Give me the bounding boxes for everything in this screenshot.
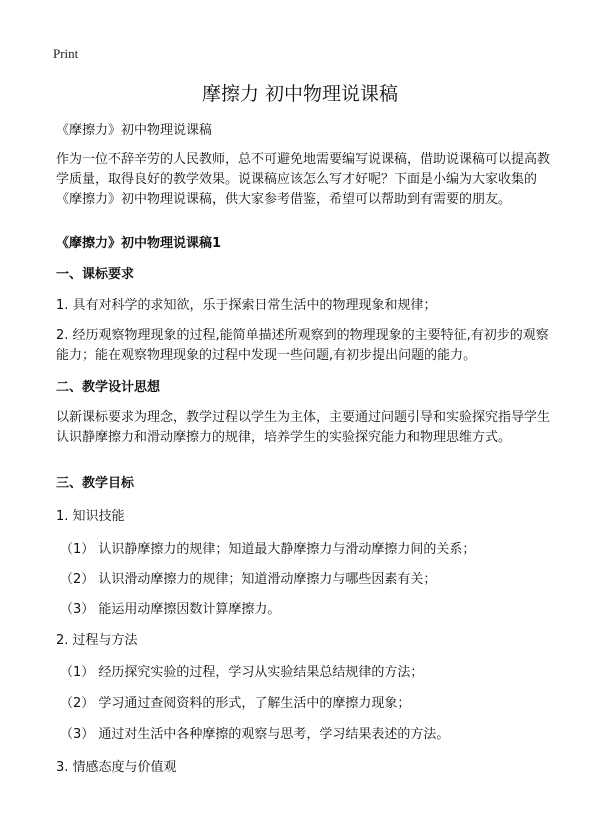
heading-standards: 一、课标要求 — [56, 267, 135, 282]
objective-knowledge-3: （3） 能运用动摩擦因数计算摩擦力。 — [60, 602, 281, 617]
doc-subtitle: 《摩擦力》初中物理说课稿 — [56, 123, 213, 138]
heading-design: 二、教学设计思想 — [56, 380, 161, 395]
heading-objectives: 三、教学目标 — [56, 476, 135, 491]
objective-knowledge-1: （1） 认识静摩擦力的规律；知道最大静摩擦力与滑动摩擦力间的关系； — [60, 542, 476, 557]
objective-knowledge: 1. 知识技能 — [56, 509, 125, 524]
standards-item-1: 1. 具有对科学的求知欲，乐于探索日常生活中的物理现象和规律； — [56, 298, 437, 313]
page-title: 摩擦力 初中物理说课稿 — [201, 83, 399, 105]
intro-paragraph: 作为一位不辞辛劳的人民教师，总不可避免地需要编写说课稿，借助说课稿可以提高教学质量，取得良好的教学效果。说课稿应该怎么写才好呢？下面是小编为大家收集的《摩擦力》初中物理说课稿，供大家参考借鉴，希望可以帮助到有需要的朋友。 — [56, 152, 551, 207]
standards-item-2: 2. 经历观察物理现象的过程,能简单描述所观察到的物理现象的主要特征,有初步的观察能力；能在观察物理现象的过程中发现一些问题,有初步提出问题的能力。 — [56, 328, 549, 363]
section-title: 《摩擦力》初中物理说课稿1 — [56, 236, 222, 251]
objective-knowledge-2: （2） 认识滑动摩擦力的规律；知道滑动摩擦力与哪些因素有关； — [60, 572, 437, 587]
objective-process-2: （2） 学习通过查阅资料的形式，了解生活中的摩擦力现象； — [60, 696, 411, 711]
objective-attitude: 3. 情感态度与价值观 — [56, 760, 177, 775]
objective-process-1: （1） 经历探究实验的过程，学习从实验结果总结规律的方法； — [60, 665, 424, 680]
objective-process-3: （3） 通过对生活中各种摩擦的观察与思考，学习结果表述的方法。 — [60, 727, 450, 742]
design-paragraph: 以新课标要求为理念，教学过程以学生为主体，主要通过问题引导和实验探究指导学生认识静摩擦力和滑动摩擦力的规律，培养学生的实验探究能力和物理思维方式。 — [56, 410, 551, 445]
objective-process: 2. 过程与方法 — [56, 633, 138, 648]
print-link[interactable]: Print — [53, 46, 79, 61]
